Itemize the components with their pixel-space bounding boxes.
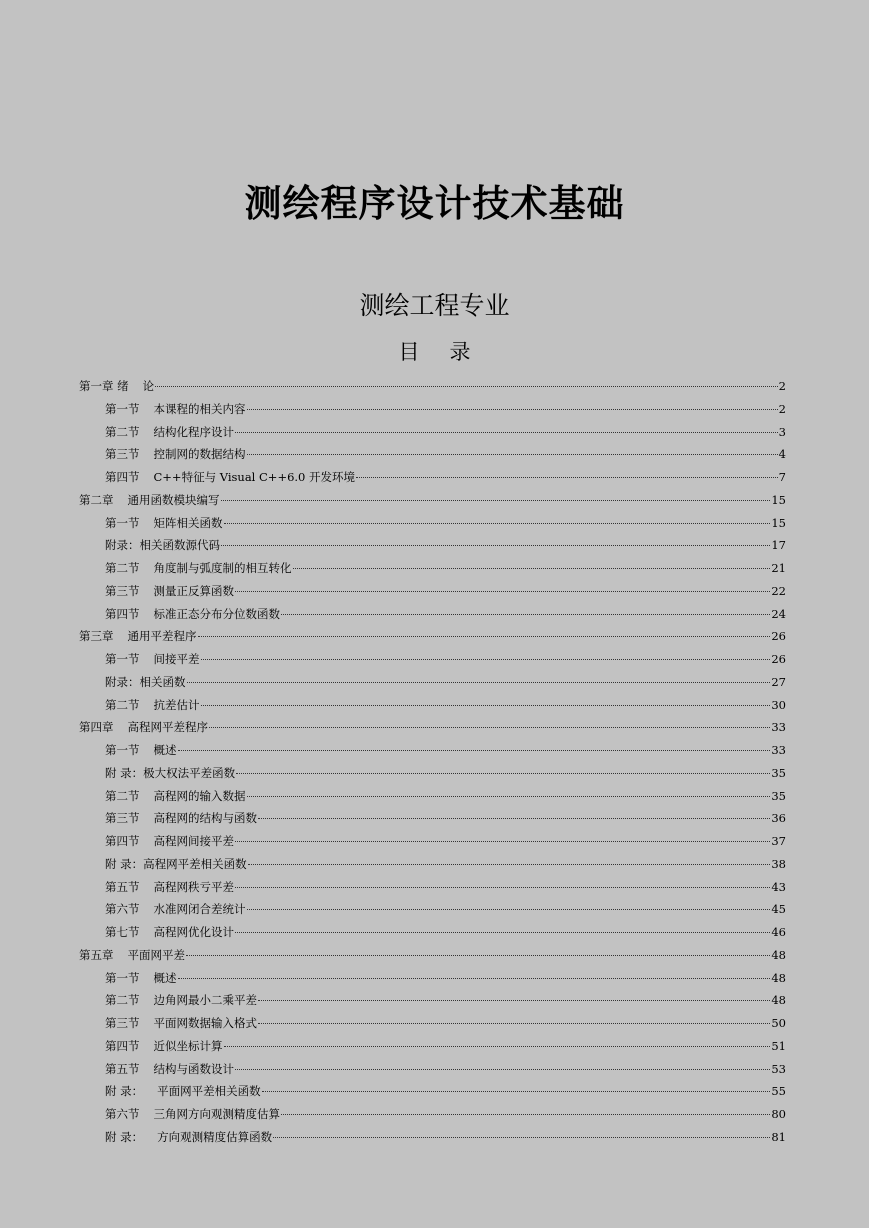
toc-entry-title bbox=[105, 1058, 234, 1081]
toc-dot-leader bbox=[187, 682, 771, 683]
toc-entry-prefix: 第二节 bbox=[105, 561, 140, 575]
toc-entry-prefix: 第二节 bbox=[105, 424, 140, 439]
toc-section-entry[interactable] bbox=[79, 1103, 786, 1126]
toc-entry-label: 边角网最小二乘平差 bbox=[153, 993, 257, 1008]
toc-page-number: 36 bbox=[771, 811, 786, 826]
toc-entry-prefix: 第二章 bbox=[79, 492, 114, 507]
toc-dot-leader bbox=[224, 1046, 771, 1047]
toc-entry-prefix: 第一节 bbox=[105, 401, 140, 416]
toc-chapter-entry[interactable] bbox=[79, 625, 786, 648]
toc-entry-title bbox=[79, 489, 220, 512]
toc-page-number: 37 bbox=[771, 834, 786, 848]
toc-section-entry[interactable] bbox=[79, 989, 786, 1012]
toc-entry-label: 间接平差 bbox=[153, 652, 200, 666]
toc-entry-prefix: 第六节 bbox=[105, 902, 140, 917]
toc-page-number: 33 bbox=[771, 720, 786, 735]
toc-dot-leader bbox=[247, 454, 778, 455]
toc-page-number: 48 bbox=[771, 970, 786, 985]
toc-page-number: 45 bbox=[771, 902, 786, 917]
toc-dot-leader bbox=[235, 841, 770, 842]
toc-entry-label: 概述 bbox=[153, 743, 177, 757]
toc-entry-label: C++特征与 Visual C++6.0 开发环境 bbox=[153, 470, 356, 484]
toc-entry-title bbox=[105, 853, 247, 876]
toc-entry-label: 高程网的输入数据 bbox=[153, 788, 246, 803]
toc-page-number: 22 bbox=[771, 583, 786, 598]
toc-page-number: 46 bbox=[771, 925, 786, 939]
toc-page-number: 27 bbox=[771, 674, 786, 689]
toc-entry-title bbox=[105, 603, 280, 626]
toc-section-entry[interactable] bbox=[79, 512, 786, 535]
toc-entry-title bbox=[105, 694, 200, 717]
toc-entry-label: 角度制与弧度制的相互转化 bbox=[153, 561, 292, 575]
toc-section-entry[interactable] bbox=[79, 830, 786, 853]
toc-entry-prefix: 第四节 bbox=[105, 1038, 140, 1053]
toc-section-entry[interactable] bbox=[79, 898, 786, 921]
toc-entry-prefix: 附 录： bbox=[105, 1129, 144, 1144]
toc-dot-leader bbox=[235, 432, 778, 433]
toc-page-number: 24 bbox=[771, 606, 786, 621]
toc-entry-title bbox=[105, 1080, 261, 1103]
toc-page-number: 53 bbox=[771, 1061, 786, 1076]
toc-entry-label: 抗差估计 bbox=[153, 697, 200, 712]
toc-page-number: 17 bbox=[771, 538, 786, 553]
toc-dot-leader bbox=[258, 1023, 770, 1024]
toc-entry-title bbox=[105, 1103, 280, 1126]
toc-dot-leader bbox=[281, 614, 770, 615]
toc-entry-title bbox=[105, 1035, 223, 1058]
toc-entry-label: 近似坐标计算 bbox=[153, 1038, 223, 1053]
toc-page-number: 15 bbox=[771, 515, 786, 530]
toc-entry-prefix: 第二节 bbox=[105, 788, 140, 803]
toc-dot-leader bbox=[209, 727, 770, 728]
toc-entry-prefix: 第三节 bbox=[105, 811, 140, 826]
toc-dot-leader bbox=[236, 773, 770, 774]
toc-entry-label: 三角网方向观测精度估算 bbox=[153, 1107, 280, 1121]
toc-section-entry[interactable] bbox=[79, 1126, 786, 1149]
toc-page-number: 26 bbox=[771, 652, 786, 666]
document-title: 测绘程序设计技术基础 bbox=[244, 182, 625, 225]
toc-chapter-entry[interactable] bbox=[79, 944, 786, 967]
toc-dot-leader bbox=[281, 1114, 770, 1115]
toc-chapter-entry[interactable] bbox=[79, 375, 786, 398]
toc-heading-char-2: 录 bbox=[449, 340, 471, 364]
toc-entry-title bbox=[105, 898, 246, 921]
toc-section-entry[interactable] bbox=[79, 603, 786, 626]
toc-entry-title bbox=[105, 967, 177, 990]
toc-entry-title bbox=[105, 466, 355, 489]
toc-entry-title bbox=[105, 762, 235, 785]
toc-entry-title bbox=[105, 671, 186, 694]
toc-page-number: 48 bbox=[771, 947, 786, 962]
toc-section-entry[interactable] bbox=[79, 785, 786, 808]
toc-section-entry[interactable] bbox=[79, 443, 786, 466]
toc-entry-prefix: 第四节 bbox=[105, 834, 140, 848]
toc-entry-label: 控制网的数据结构 bbox=[153, 447, 246, 462]
toc-entry-label: 高程网平差程序 bbox=[127, 720, 208, 735]
toc-entry-prefix: 附录：相关函数源代码 bbox=[105, 538, 220, 553]
toc-section-entry[interactable] bbox=[79, 1012, 786, 1035]
toc-dot-leader bbox=[273, 1137, 770, 1138]
toc-dot-leader bbox=[224, 523, 771, 524]
toc-entry-prefix: 第一节 bbox=[105, 970, 140, 985]
toc-entry-prefix: 附录：相关函数 bbox=[105, 674, 186, 689]
toc-dot-leader bbox=[221, 545, 770, 546]
toc-entry-title bbox=[105, 739, 177, 762]
toc-entry-prefix: 附 录：极大权法平差函数 bbox=[105, 765, 236, 780]
toc-section-entry[interactable] bbox=[79, 762, 786, 785]
toc-entry-label: 通用函数模块编写 bbox=[127, 492, 220, 507]
toc-entry-title bbox=[105, 921, 234, 944]
toc-section-entry[interactable] bbox=[79, 967, 786, 990]
toc-entry-title bbox=[105, 443, 246, 466]
toc-chapter-entry[interactable] bbox=[79, 716, 786, 739]
toc-entry-title bbox=[105, 989, 257, 1012]
toc-section-entry[interactable] bbox=[79, 739, 786, 762]
toc-page-number: 55 bbox=[771, 1084, 786, 1099]
toc-entry-prefix: 第四章 bbox=[79, 720, 114, 735]
toc-entry-prefix: 第四节 bbox=[105, 470, 140, 484]
toc-dot-leader bbox=[155, 386, 778, 387]
toc-page-number: 38 bbox=[771, 856, 786, 871]
toc-section-entry[interactable] bbox=[79, 398, 786, 421]
toc-entry-prefix: 第三节 bbox=[105, 1016, 140, 1030]
toc-page-number: 50 bbox=[771, 1016, 786, 1030]
toc-section-entry[interactable] bbox=[79, 921, 786, 944]
toc-entry-label: 高程网的结构与函数 bbox=[153, 811, 257, 826]
toc-entry-label: 标准正态分布分位数函数 bbox=[153, 606, 280, 621]
toc-entry-title bbox=[105, 557, 292, 580]
toc-entry-prefix: 第三节 bbox=[105, 583, 140, 598]
toc-entry-label: 高程网优化设计 bbox=[153, 925, 234, 939]
toc-entry-title bbox=[105, 648, 200, 671]
toc-entry-title bbox=[105, 398, 246, 421]
toc-entry-label: 水准网闭合差统计 bbox=[153, 902, 246, 917]
toc-section-entry[interactable] bbox=[79, 807, 786, 830]
toc-entry-title bbox=[105, 512, 223, 535]
toc-entry-label: 平面网平差 bbox=[127, 947, 185, 962]
toc-dot-leader bbox=[258, 1000, 770, 1001]
toc-dot-leader bbox=[201, 659, 771, 660]
toc-entry-label: 概述 bbox=[153, 970, 177, 985]
toc-page-number: 35 bbox=[771, 765, 786, 780]
toc-entry-title bbox=[79, 944, 185, 967]
toc-page-number: 30 bbox=[771, 697, 786, 712]
toc-dot-leader bbox=[235, 591, 770, 592]
toc-entry-title bbox=[105, 807, 257, 830]
toc-entry-prefix: 第七节 bbox=[105, 925, 140, 939]
toc-section-entry[interactable] bbox=[79, 648, 786, 671]
toc-entry-title bbox=[105, 830, 234, 853]
toc-entry-prefix: 附 录：高程网平差相关函数 bbox=[105, 856, 247, 871]
toc-page-number: 2 bbox=[778, 401, 786, 416]
toc-entry-label: 高程网间接平差 bbox=[153, 834, 234, 848]
toc-entry-prefix: 第二节 bbox=[105, 993, 140, 1008]
toc-entry-label: 高程网秩亏平差 bbox=[153, 879, 234, 894]
toc-entry-label: 矩阵相关函数 bbox=[153, 515, 223, 530]
toc-section-entry[interactable] bbox=[79, 876, 786, 899]
toc-entry-prefix: 第一节 bbox=[105, 743, 140, 757]
toc-entry-label: 论 bbox=[142, 379, 155, 393]
toc-entry-prefix: 第二节 bbox=[105, 697, 140, 712]
toc-entry-prefix: 第一章 绪 bbox=[79, 379, 129, 393]
toc-section-entry[interactable] bbox=[79, 534, 786, 557]
toc-section-entry[interactable] bbox=[79, 421, 786, 444]
toc-page-number: 43 bbox=[771, 879, 786, 894]
toc-chapter-entry[interactable] bbox=[79, 489, 786, 512]
toc-page-number: 48 bbox=[771, 993, 786, 1008]
toc-entry-title bbox=[105, 580, 234, 603]
toc-dot-leader bbox=[178, 978, 771, 979]
toc-heading-char-1: 目 bbox=[398, 340, 420, 364]
toc-page-number: 51 bbox=[771, 1038, 786, 1053]
toc-entry-title bbox=[105, 421, 234, 444]
toc-page-number: 33 bbox=[771, 743, 786, 757]
toc-entry-label: 本课程的相关内容 bbox=[153, 401, 246, 416]
toc-dot-leader bbox=[258, 818, 770, 819]
toc-dot-leader bbox=[178, 750, 771, 751]
toc-entry-label: 结构化程序设计 bbox=[153, 424, 234, 439]
toc-entry-title bbox=[105, 534, 220, 557]
toc-page-number: 81 bbox=[771, 1129, 786, 1144]
toc-entry-prefix: 第三章 bbox=[79, 629, 114, 644]
toc-entry-title bbox=[105, 1126, 272, 1149]
toc-dot-leader bbox=[356, 477, 778, 478]
toc-entry-title bbox=[79, 716, 208, 739]
toc-section-entry[interactable] bbox=[79, 853, 786, 876]
toc-section-entry[interactable] bbox=[79, 1080, 786, 1103]
toc-entry-prefix: 第五节 bbox=[105, 1061, 140, 1076]
toc-entry-prefix: 第一节 bbox=[105, 515, 140, 530]
table-of-contents bbox=[79, 375, 786, 1149]
toc-entry-label: 结构与函数设计 bbox=[153, 1061, 234, 1076]
toc-page-number: 26 bbox=[771, 629, 786, 644]
toc-dot-leader bbox=[262, 1091, 771, 1092]
toc-dot-leader bbox=[201, 705, 771, 706]
toc-page-number: 15 bbox=[771, 492, 786, 507]
toc-section-entry[interactable] bbox=[79, 1058, 786, 1081]
toc-entry-label: 通用平差程序 bbox=[127, 629, 197, 644]
toc-entry-label: 测量正反算函数 bbox=[153, 583, 234, 598]
toc-entry-label: 方向观测精度估算函数 bbox=[157, 1129, 273, 1144]
toc-dot-leader bbox=[235, 1069, 770, 1070]
toc-page-number: 7 bbox=[778, 470, 786, 484]
toc-entry-prefix: 第三节 bbox=[105, 447, 140, 462]
toc-entry-prefix: 第五节 bbox=[105, 879, 140, 894]
toc-page-number: 2 bbox=[778, 379, 786, 393]
toc-section-entry[interactable] bbox=[79, 580, 786, 603]
toc-dot-leader bbox=[247, 409, 778, 410]
toc-entry-prefix: 第五章 bbox=[79, 947, 114, 962]
document-subtitle: 测绘工程专业 bbox=[359, 291, 510, 320]
toc-section-entry[interactable] bbox=[79, 557, 786, 580]
toc-entry-label: 平面网平差相关函数 bbox=[157, 1084, 261, 1099]
toc-entry-label: 平面网数据输入格式 bbox=[153, 1016, 257, 1030]
toc-dot-leader bbox=[248, 864, 771, 865]
toc-entry-title bbox=[105, 1012, 257, 1035]
toc-dot-leader bbox=[293, 568, 771, 569]
toc-dot-leader bbox=[247, 909, 771, 910]
toc-section-entry[interactable] bbox=[79, 1035, 786, 1058]
toc-entry-title bbox=[105, 785, 246, 808]
toc-dot-leader bbox=[198, 636, 771, 637]
toc-dot-leader bbox=[235, 932, 770, 933]
toc-entry-prefix: 附 录： bbox=[105, 1084, 144, 1099]
toc-page-number: 4 bbox=[778, 447, 786, 462]
toc-dot-leader bbox=[235, 887, 770, 888]
toc-entry-title bbox=[105, 876, 234, 899]
toc-heading bbox=[0, 336, 869, 368]
toc-dot-leader bbox=[186, 955, 770, 956]
toc-page-number: 21 bbox=[771, 561, 786, 575]
toc-entry-title bbox=[79, 375, 154, 398]
toc-entry-prefix: 第一节 bbox=[105, 652, 140, 666]
toc-page-number: 35 bbox=[771, 788, 786, 803]
toc-section-entry[interactable] bbox=[79, 466, 786, 489]
toc-entry-prefix: 第四节 bbox=[105, 606, 140, 621]
toc-section-entry[interactable] bbox=[79, 671, 786, 694]
toc-section-entry[interactable] bbox=[79, 694, 786, 717]
toc-dot-leader bbox=[221, 500, 771, 501]
toc-page-number: 80 bbox=[771, 1107, 786, 1121]
toc-entry-title bbox=[79, 625, 197, 648]
toc-page-number: 3 bbox=[778, 424, 786, 439]
toc-entry-prefix: 第六节 bbox=[105, 1107, 140, 1121]
toc-dot-leader bbox=[247, 796, 771, 797]
